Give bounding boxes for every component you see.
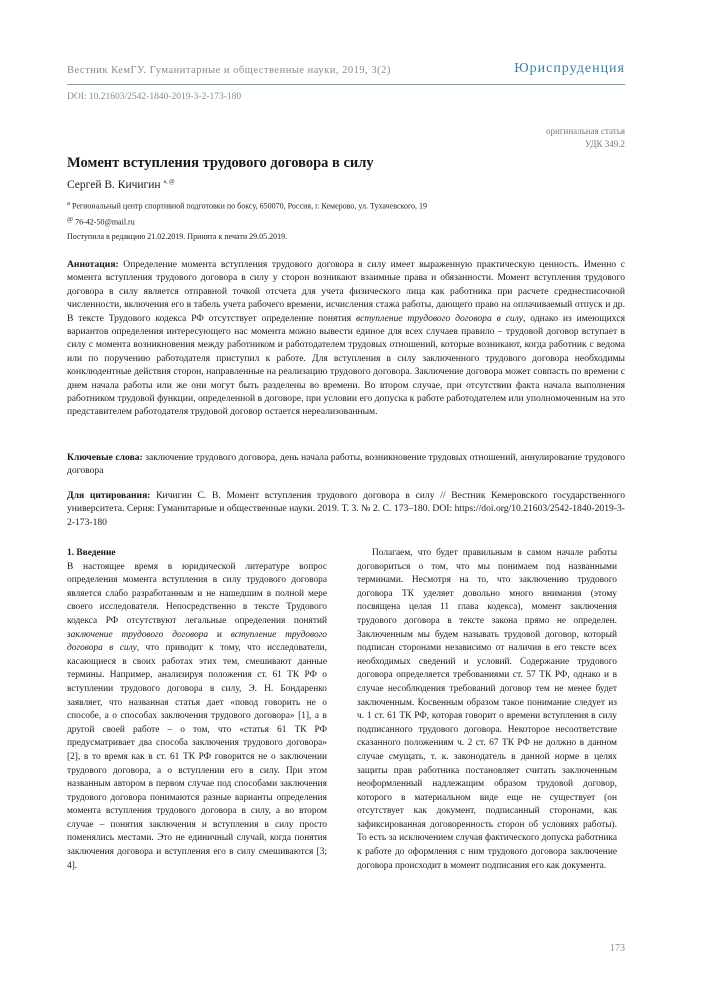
keywords: Ключевые слова: заключение трудового договора, день начала работы, возникновение трудовых отношений, аннулирование трудового договора <box>67 452 625 477</box>
column-right <box>357 547 617 873</box>
received-dates: Поступила в редакцию 21.02.2019. Принята к печати 29.05.2019. <box>67 232 288 241</box>
doi: DOI: 10.21603/2542-1840-2019-3-2-173-180 <box>67 92 242 102</box>
header-divider <box>67 84 625 85</box>
citation-label: Для цитирования: <box>67 490 151 501</box>
article-title: Момент вступления трудового договора в силу <box>67 155 374 171</box>
page-number: 173 <box>610 943 625 954</box>
paragraph: Полагаем, что будет правильным в самом начале работы договориться о том, что мы понимаем под названными терминами. Несмотря на то, что заключению трудового договора ТК уделяет довольно много внимания (этому посвящена целая 11 глава кодекса), момент заключения трудового договора в тексте закона прямо не определен. Заключенным мы будем называть трудовой договор, который подписан сторонами независимо от наличия в его тексте всех необходимых сведений и условий. Содержание трудового договора определяется требованиями ст. 57 ТК РФ, однако и в случае несоблюдения требований договор тем не менее будет заключенным. Косвенным образом такое понимание следует из ч. 1 ст. 61 ТК РФ, которая говорит о времени вступления в силу подписанного трудового договора. Некоторое несоответствие сказанного положениям ч. 2 ст. 67 ТК РФ не должно в данном случае смущать, т. к. законодатель в данной норме в целях защиты прав работника постановляет считать заключенным неоформленный надлежащим образом трудовой договор, которого в материальном виде еще не существует (он отсутствует как документ, подписанный сторонами, как зафиксированная договоренность сторон об условиях работы). То есть за исключением случая фактического допуска работника к работе до оформления с ним трудового договора заключение договора происходит в момент подписания его как документа. <box>357 548 617 871</box>
keywords-label: Ключевые слова: <box>67 452 143 463</box>
citation: Для цитирования: Кичигин С. В. Момент вступления трудового договора в силу // Вестник Кемеровского государственного университета. Серия: Гуманитарные и общественные науки. 2019. Т. 3. № 2. С. 173–180. DOI: https://doi.org/10.21603/2542-1840-2019-3-2-173-180 <box>67 490 625 528</box>
affiliation-block <box>67 197 427 228</box>
author <box>67 179 175 191</box>
article-type: оригинальная статья <box>546 126 625 136</box>
author-email: @ 76-42-50@mail.ru <box>67 215 135 227</box>
abstract-label: Аннотация: <box>67 259 119 270</box>
section-heading: 1. Введение <box>67 548 116 558</box>
section-title: Юриспруденция <box>514 61 625 76</box>
author-marks: a, @ <box>163 179 175 186</box>
affiliation: $^a$ Региональный центр спортивной подготовки по боксу, 650070, Россия, г. Кемерово, ул. Тухачевского, 19 <box>67 200 428 211</box>
article-meta <box>546 125 625 151</box>
journal-title: Вестник КемГУ. Гуманитарные и общественные науки, 2019, 3(2) <box>67 65 391 76</box>
paragraph: В настоящее время в юридической литературе вопрос определения момента вступления в силу трудового договора является слабо разработанным и не нашедшим в полной мере своего исследователя. Непосредственно в тексте Трудового кодекса РФ отсутствуют легальные определения понятий заключение трудового договора и вступление трудового договора в силу, что приводит к тому, что исследователи, касающиеся в своих работах этих тем, смешивают данные термины. Например, анализируя положения ст. 61 ТК РФ о вступлении трудового договора в силу, Э. Н. Бондаренко заявляет, что названная статья дает «повод говорить не о способе, а о способах заключения трудового договора» [1], а в другой своей работе – о том, что «статья 61 ТК РФ предусматривает два способа заключения трудового договора» [2], в то время как в ст. 61 ТК РФ говорится не о заключении трудового договора, а о вступлении его в силу. При этом названным автором в первом случае под способами заключения трудового договора понимаются разные варианты определения момента вступления трудового договора в силу, а во втором случае – понятия заключения и вступления в силу просто поменялись местами. Это не единичный случай, когда понятия заключения договора и вступления его в силу смешиваются [3; 4]. <box>67 561 328 871</box>
udk: УДК 349.2 <box>584 139 625 149</box>
column-left <box>67 547 327 873</box>
abstract: Аннотация: Определение момента вступления трудового договора в силу имеет выраженную практическую ценность. Именно с момента вступления трудового договора в силу у сторон возникают взаимные права и обязанности. Момент вступления трудового договора в силу является отправной точкой отсчета для учета физического лица как работника при расчете среднесписочной численности, включения его в табель учета рабочего времени, исчисления стажа работы, дающего право на оплачиваемый отпуск и др. В тексте Трудового кодекса РФ отсутствует определение понятия вступление трудового договора в силу, однако из имеющихся вариантов определения интересующего нас момента можно вывести единое для всех случаев правило – трудовой договор вступает в силу с момента возникновения между работником и работодателем трудовых отношений, которые возникают, когда работник с ведома или по поручению работодателя приступил к работе. Для вступления в силу заключенного трудового договора необходимы конклюдентные действия сторон, направленные на реализацию трудового договора. Заключение договора может совпасть по времени с днем начала работы или же они могут быть разделены во времени. Во втором случае, при отсутствии факта начала выполнения работником трудовой функции, определенной в договоре, при условии его допуска к работе работодателем или уполномоченным на это представителем работодателя трудовой договор остается нереализованным. <box>67 259 625 418</box>
author-name: Сергей В. Кичигин <box>67 179 161 191</box>
